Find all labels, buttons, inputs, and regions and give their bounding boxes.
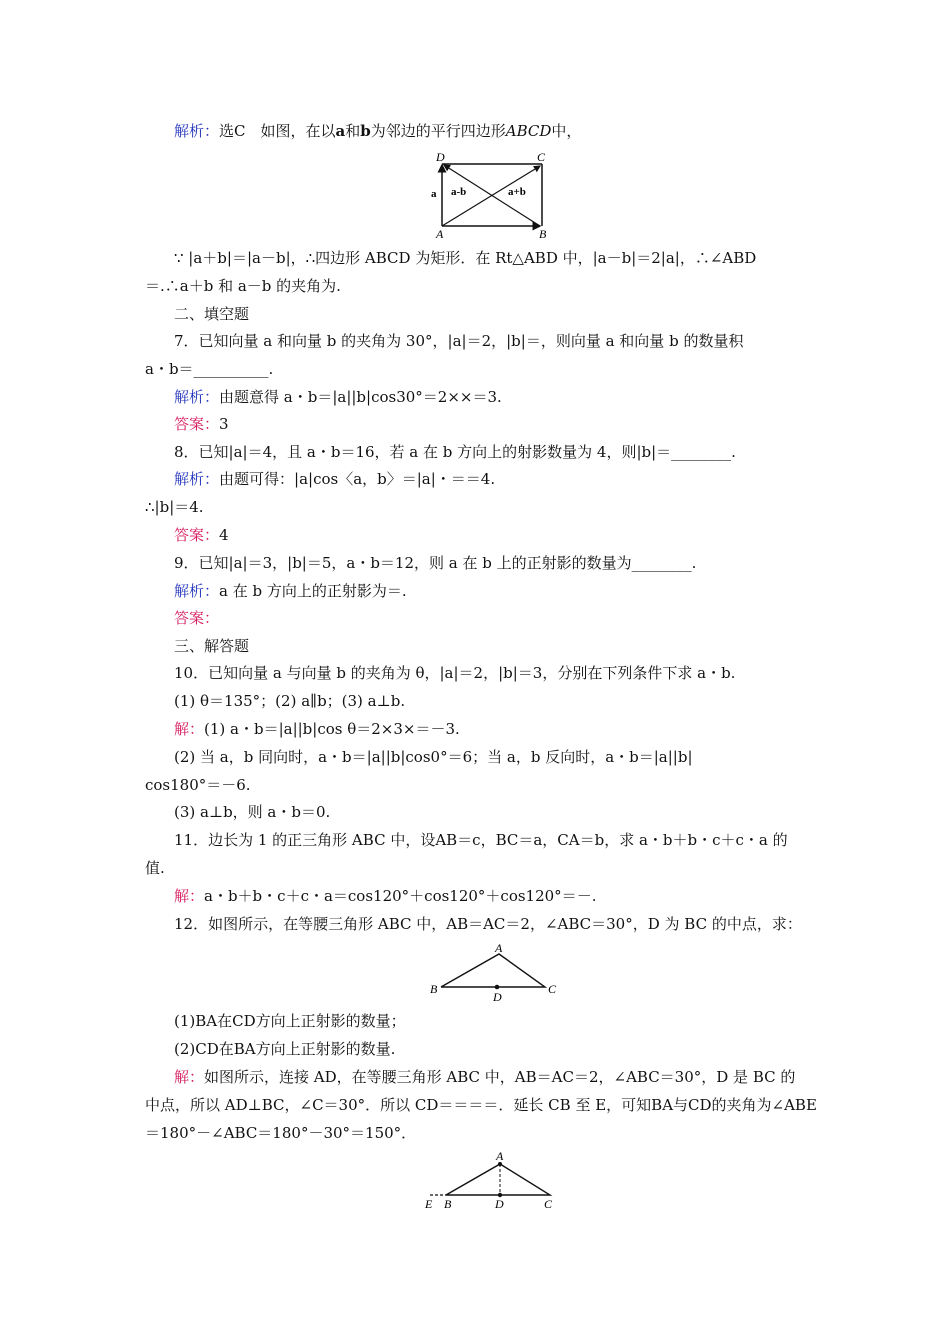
answer-label: 答案： <box>174 526 220 544</box>
answer-text: 4 <box>219 526 229 544</box>
label-d: D <box>493 990 502 1004</box>
vector-a: a <box>335 122 346 140</box>
label-b: B <box>430 982 438 996</box>
label-b: B <box>444 1197 452 1211</box>
section-heading: 三、解答题 <box>174 637 250 655</box>
triangle-abc <box>446 1164 550 1195</box>
answer-text: 3 <box>219 415 229 433</box>
solution-label: 解析： <box>174 388 220 406</box>
answer-line <box>174 525 844 545</box>
answer-label: 答案： <box>174 609 220 627</box>
triangle-extension-figure <box>420 1148 560 1213</box>
solution-text: (1) a・b＝|a||b|cos θ＝2×3×＝－3. <box>204 720 460 738</box>
solution-line: (3) a⊥b，则 a・b＝0. <box>174 803 331 821</box>
question-7-cont: a・b＝__________. <box>145 360 274 378</box>
label-vec-a: a <box>431 188 437 200</box>
solution-line: cos180°＝－6. <box>145 776 251 794</box>
quad-name: ABCD <box>505 122 552 140</box>
triangle-figure <box>425 940 565 1005</box>
solution-text: 选C 如图，在以 <box>219 122 336 140</box>
rectangle-figure <box>425 150 555 240</box>
question-12-part2: (2)CD在BA方向上正射影的数量. <box>174 1040 396 1058</box>
section-heading: 二、填空题 <box>174 305 250 323</box>
question-11: 11．边长为 1 的正三角形 ABC 中，设AB＝c，BC＝a，CA＝b，求 a・b＋b・c＋c・a 的 <box>174 831 788 849</box>
label-d: D <box>495 1197 504 1211</box>
solution-line: (2) 当 a，b 同向时，a・b＝|a||b|cos0°＝6；当 a，b 反向时，a・b＝|a||b| <box>174 748 693 766</box>
solution-label: 解析： <box>174 582 220 600</box>
answer-line <box>174 608 844 628</box>
answer-label: 答案： <box>174 415 220 433</box>
question-8: 8．已知|a|＝4，且 a・b＝16，若 a 在 b 方向上的射影数量为 4，则|b|＝________. <box>174 443 736 461</box>
question-10: 10．已知向量 a 与向量 b 的夹角为 θ，|a|＝2，|b|＝3，分别在下列条件下求 a・b. <box>174 664 736 682</box>
solution-label: 解析： <box>174 470 220 488</box>
solution-label: 解析： <box>174 122 220 140</box>
solution-line <box>174 387 844 407</box>
question-7: 7．已知向量 a 和向量 b 的夹角为 30°，|a|＝2，|b|＝，则向量 a 和向量 b 的数量积 <box>174 332 744 350</box>
label-e: E <box>425 1197 433 1211</box>
question-10-parts: (1) θ＝135°；(2) a∥b；(3) a⊥b. <box>174 692 406 710</box>
solution-label: 解： <box>174 887 205 905</box>
solution-line <box>174 719 844 739</box>
label-a: A <box>495 941 503 955</box>
label-d: D <box>436 150 445 164</box>
label-c: C <box>548 982 557 996</box>
label-a-minus-b: a-b <box>451 186 467 198</box>
solution-line <box>174 886 844 906</box>
text: 和 <box>345 122 361 140</box>
answer-line <box>174 414 844 434</box>
triangle-abc <box>441 954 545 987</box>
question-11-cont: 值. <box>145 859 165 877</box>
label-b: B <box>539 227 547 240</box>
solution-text: 如图所示，连接 AD，在等腰三角形 ABC 中，AB＝AC＝2，∠ABC＝30°，D 是 BC 的 <box>204 1068 796 1086</box>
question-12-part1: (1)BA在CD方向上正射影的数量； <box>174 1012 406 1030</box>
solution-line: ∴|b|＝4. <box>145 498 204 516</box>
solution-line <box>174 469 844 489</box>
solution-text: a 在 b 方向上的正射影为＝. <box>219 582 407 600</box>
solution-line: ＝180°－∠ABC＝180°－30°＝150°． <box>145 1124 417 1142</box>
solution-line <box>174 1067 844 1087</box>
solution-label: 解： <box>174 1068 205 1086</box>
solution-text: a・b＋b・c＋c・a＝cos120°＋cos120°＋cos120°＝－. <box>204 887 597 905</box>
question-12: 12．如图所示，在等腰三角形 ABC 中，AB＝AC＝2，∠ABC＝30°，D 为 BC 的中点，求： <box>174 915 802 933</box>
label-a-plus-b: a+b <box>508 186 526 198</box>
solution-text: 由题可得：|a|cos〈a，b〉＝|a|・＝＝4. <box>219 470 496 488</box>
solution-line <box>174 121 844 141</box>
solution-line: 中点，所以 AD⊥BC，∠C＝30°．所以 CD＝＝＝＝．延长 CB 至 E，可知BA与CD的夹角为∠ABE <box>145 1096 817 1114</box>
label-c: C <box>537 150 546 164</box>
label-a: A <box>436 227 444 240</box>
vector-b: b <box>360 122 371 140</box>
question-9: 9．已知|a|＝3，|b|＝5，a・b＝12，则 a 在 b 上的正射影的数量为________. <box>174 554 697 572</box>
text: 中， <box>551 122 582 140</box>
point-d <box>495 985 500 990</box>
solution-label: 解： <box>174 720 205 738</box>
solution-line <box>174 581 844 601</box>
solution-text: 由题意得 a・b＝|a||b|cos30°＝2××＝3. <box>219 388 502 406</box>
label-a: A <box>496 1149 504 1163</box>
text: 为邻边的平行四边形 <box>370 122 506 140</box>
text-line: ＝.∴a＋b 和 a－b 的夹角为. <box>145 277 341 295</box>
label-c: C <box>544 1197 553 1211</box>
text-line: ∵ |a＋b|＝|a－b|，∴四边形 ABCD 为矩形．在 Rt△ABD 中，|a－b|＝2|a|，∴∠ABD <box>174 249 757 267</box>
